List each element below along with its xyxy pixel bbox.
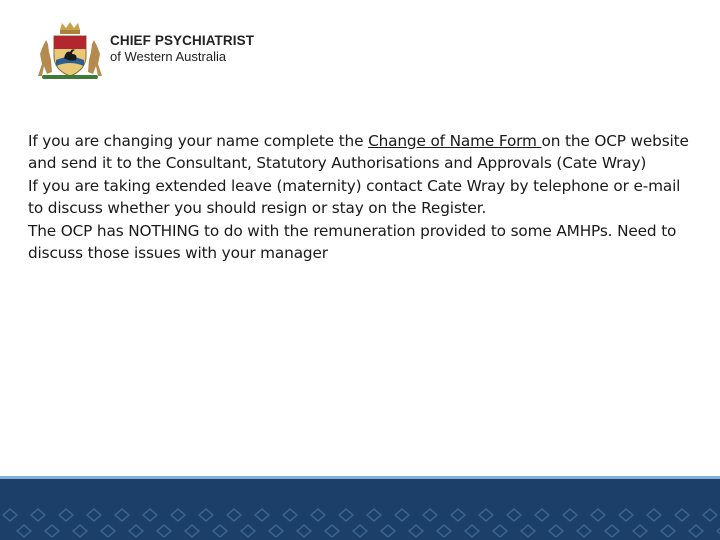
change-of-name-form-link[interactable]: Change of Name Form [368,132,542,150]
footer-diamond-shape [409,525,423,537]
org-title: CHIEF PSYCHIATRIST [110,33,255,48]
footer-diamond-shape [381,525,395,537]
paragraph-text: If you are changing your name complete the [28,132,369,150]
footer-diamond-shape [703,509,717,521]
footer-diamond-shape [129,525,143,537]
paragraph-text: on the OCP website and send it to the Consultant, Statutory Authorisations and Approvals (Cate Wray) [28,132,689,172]
footer-diamond-shape [451,509,465,521]
footer-diamond-shape [493,525,507,537]
paragraph-remuneration: The OCP has NOTHING to do with the remuneration provided to some AMHPs. Need to discuss those issues with your manager [28,222,677,262]
footer-diamond-shape [45,525,59,537]
footer-pattern [0,479,720,540]
footer-diamond-shape [423,509,437,521]
footer-diamond-shape [325,525,339,537]
footer-diamond-shape [3,509,17,521]
footer-diamond-shape [647,509,661,521]
wa-coat-of-arms-icon [34,20,106,80]
footer-diamond-shape [17,525,31,537]
footer-diamond-shape [59,509,73,521]
footer-diamond-shape [479,509,493,521]
footer-diamond-shape [577,525,591,537]
footer-diamond-shape [297,525,311,537]
footer-diamond-shape [605,525,619,537]
footer-diamond-shape [689,525,703,537]
footer-diamond-shape [213,525,227,537]
footer-diamond-shape [339,509,353,521]
footer-diamond-shape [535,509,549,521]
paragraph-extended-leave: If you are taking extended leave (maternity) contact Cate Wray by telephone or e-mail to discuss whether you should resign or stay on the Register. [28,177,681,217]
footer-diamond-shape [437,525,451,537]
footer-diamond-shape [549,525,563,537]
footer-diamond-shape [465,525,479,537]
footer-diamond-shape [619,509,633,521]
footer-diamond-shape [311,509,325,521]
slide-body [28,131,700,266]
footer-diamond-shape [507,509,521,521]
footer-diamond-shape [241,525,255,537]
footer-diamond-shape [185,525,199,537]
footer-diamond-shape [563,509,577,521]
footer-diamond-shape [73,525,87,537]
footer-diamond-shape [591,509,605,521]
footer-band [0,476,720,540]
footer-diamond-shape [31,509,45,521]
header-logo [34,20,259,82]
footer-diamond-shape [115,509,129,521]
footer-diamond-shape [199,509,213,521]
footer-diamond-shape [227,509,241,521]
footer-diamond-shape [269,525,283,537]
footer-diamond-shape [283,509,297,521]
footer-diamond-shape [171,509,185,521]
footer-diamond-shape [521,525,535,537]
footer-diamond-shape [367,509,381,521]
org-subtitle: of Western Australia [110,49,227,64]
footer-diamond-shape [255,509,269,521]
footer-diamond-shape [661,525,675,537]
paragraph-name-change [28,131,700,174]
footer-diamond-shape [101,525,115,537]
footer-diamond-shape [675,509,689,521]
footer-diamond-shape [633,525,647,537]
footer-diamond-shape [157,525,171,537]
footer-diamond-shape [395,509,409,521]
footer-diamond-shape [87,509,101,521]
footer-diamond-shape [353,525,367,537]
footer-diamond-shape [143,509,157,521]
